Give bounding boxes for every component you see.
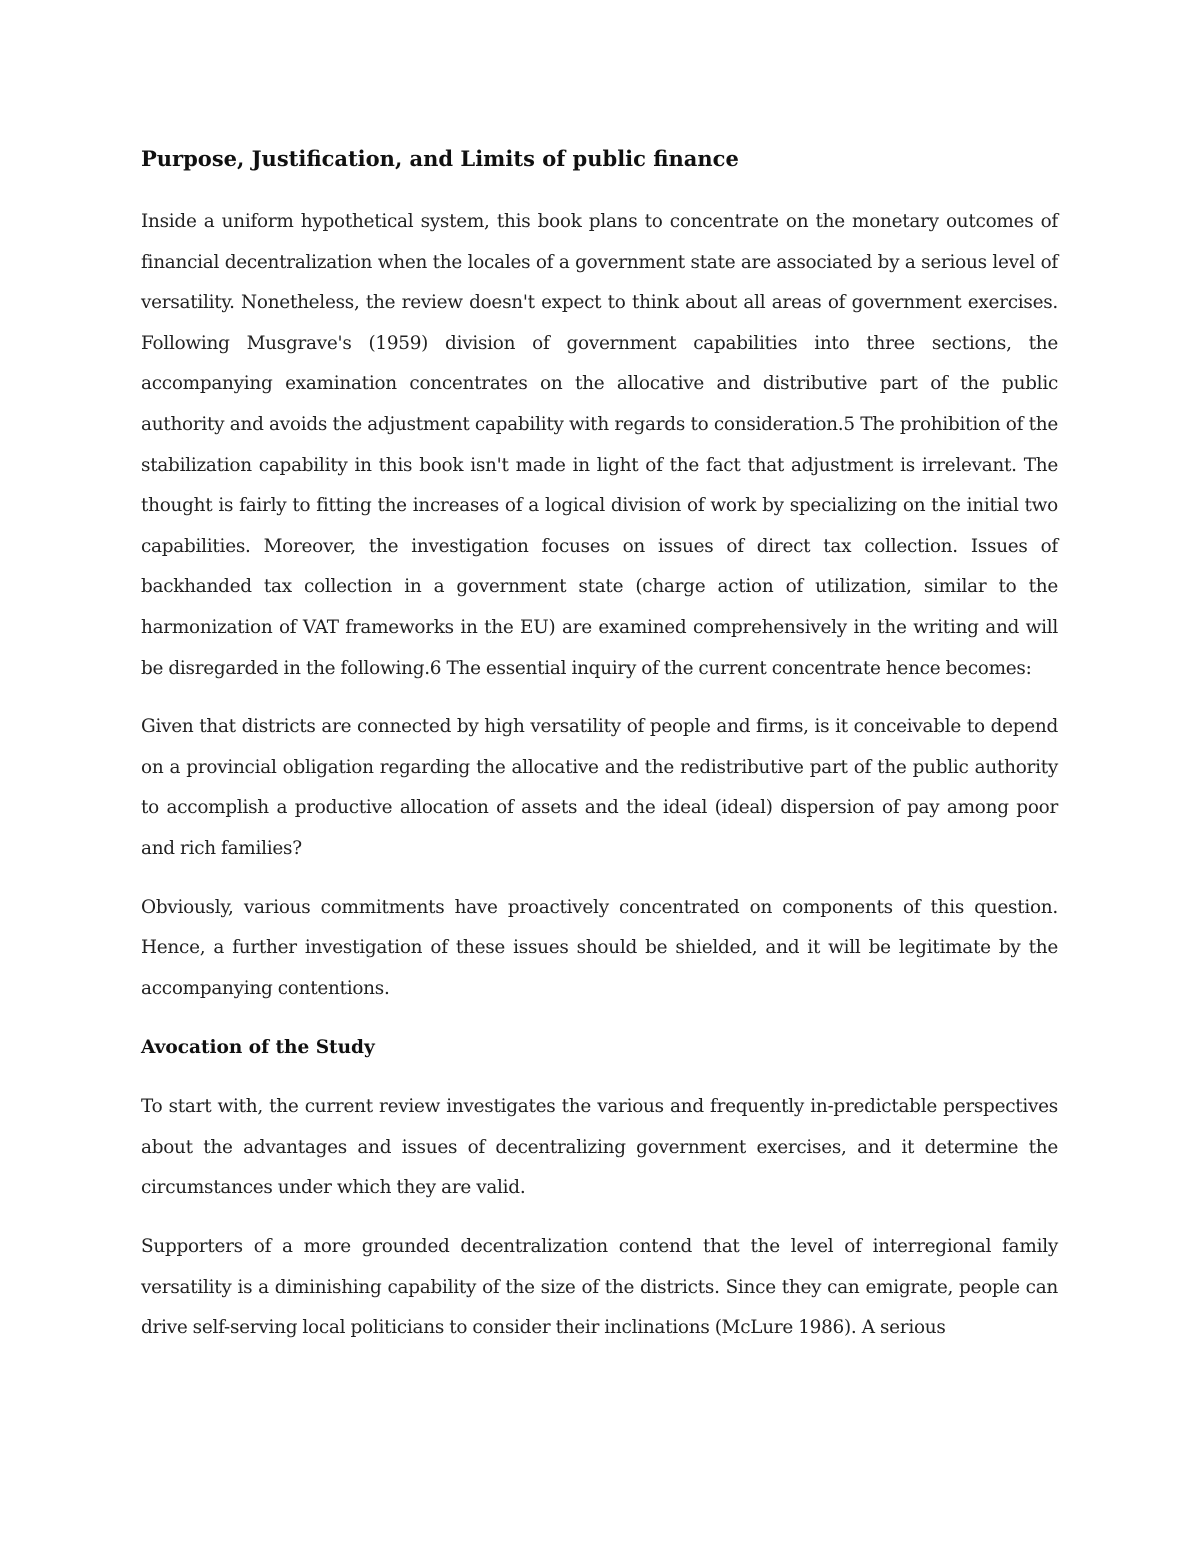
section-heading-purpose: Purpose, Justification, and Limits of public finance <box>141 146 739 171</box>
body-paragraph: Supporters of a more grounded decentralization contend that the level of interregional family versatility is a diminishing capability of the size of the districts. Since they can emigrate, people can drive self-serving local politicians to consider their inclinations (McLure 1986). A serious <box>141 1236 1058 1339</box>
body-paragraph: Inside a uniform hypothetical system, this book plans to concentrate on the monetary outcomes of financial decentralization when the locales of a government state are associated by a serious level of versatility. Nonetheless, the review doesn't expect to think about all areas of government exercises. Following Musgrave's (1959) division of government capabilities into three sections, the accompanying examination concentrates on the allocative and distributive part of the public authority and avoids the adjustment capability with regards to consideration.5 The prohibition of the stabilization capability in this book isn't made in light of the fact that adjustment is irrelevant. The thought is fairly to fitting the increases of a logical division of work by specializing on the initial two capabilities. Moreover, the investigation focuses on issues of direct tax collection. Issues of backhanded tax collection in a government state (charge action of utilization, similar to the harmonization of VAT frameworks in the EU) are examined comprehensively in the writing and will be disregarded in the following.6 The essential inquiry of the current concentrate hence becomes: <box>141 211 1058 679</box>
body-paragraph: Obviously, various commitments have proactively concentrated on components of this question. Hence, a further investigation of these issues should be shielded, and it will be legitimate by the accompanying contentions. <box>141 896 1058 999</box>
body-paragraph: To start with, the current review investigates the various and frequently in-predictable perspectives about the advantages and issues of decentralizing government exercises, and it determine the circumstances under which they are valid. <box>141 1096 1058 1199</box>
body-paragraph: Given that districts are connected by high versatility of people and firms, is it conceivable to depend on a provincial obligation regarding the allocative and the redistributive part of the public authority to accomplish a productive allocation of assets and the ideal (ideal) dispersion of pay among poor and rich families? <box>141 716 1058 859</box>
document-page <box>141 138 1058 1349</box>
section-heading-avocation: Avocation of the Study <box>141 1037 375 1059</box>
